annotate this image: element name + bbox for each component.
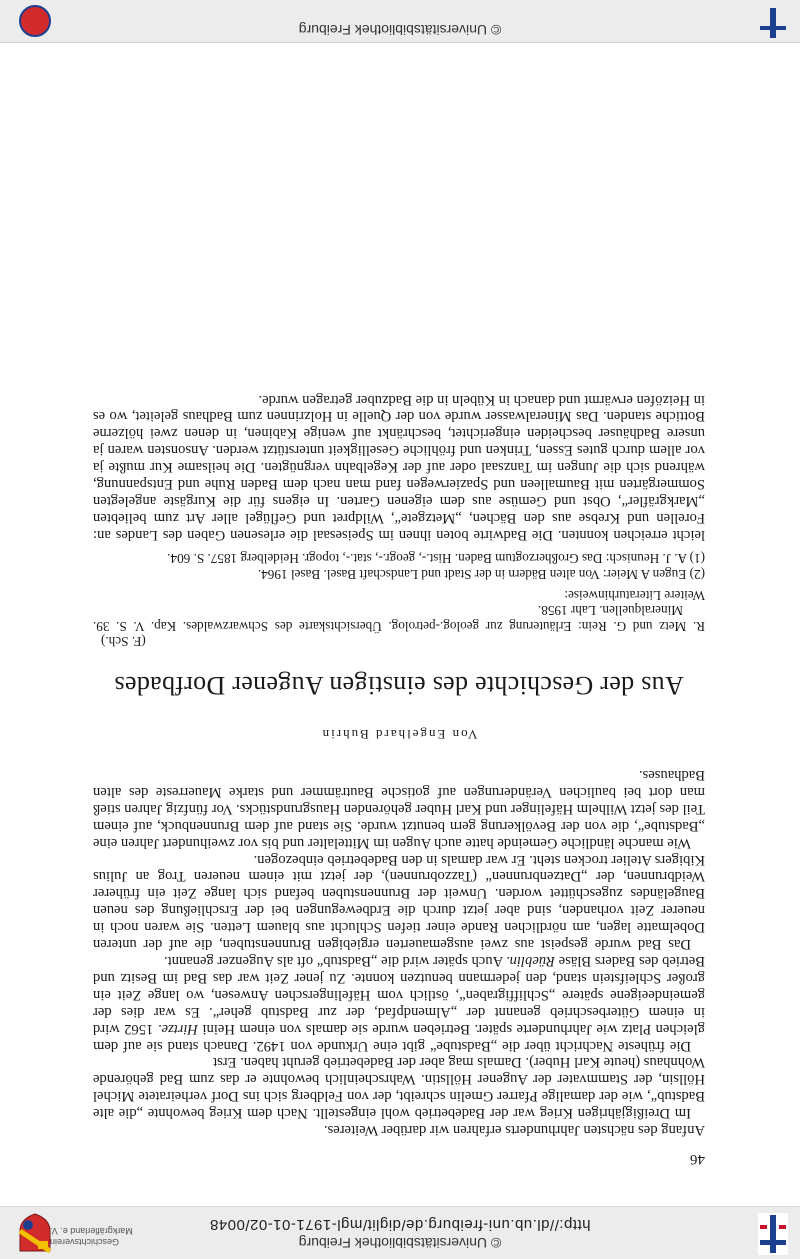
ub-logo-icon [758, 1213, 788, 1255]
footnote-1: (1) A. J. Heunisch: Das Großherzogtum Baden. Hist.-, geogr.-, stat.-, topogr. Heidelberg 1857. S. 604. [167, 551, 705, 567]
paragraph-earliest-record: Die früheste Nachricht über die „Badstube“ gibt eine Urkunde von 1492. Danach stand sie auf dem gleichen Platz wie Jahrhunderte später. Betrieben wurde sie damals von einem Heini Hirtze. 1562 wird in einem Güterbeschrieb genannt der „Almendpfad, der zur Badstub geher“. Es war dies der gemeindeeigene spätere „Schliffigraben“, östlich vom Häfelingerschen Anwesen, wo lange Zeit ein großer Schleifstein stand, den jedermann benutzen konnte. Zu jener Zeit war das Bad im Besitz und Betrieb des Baders Bläse Rüeblin. Auch später wird die „Badstub“ oft als Augenzer genannt. [92, 953, 705, 1054]
society-crest-icon [18, 1213, 52, 1253]
viewer-footer [0, 0, 800, 43]
viewer-header [0, 1206, 800, 1259]
society-crest-icon [18, 4, 52, 38]
article-title: Aus der Geschichte des einstigen Augener Dorfbades [114, 671, 684, 701]
source-url[interactable]: http://dl.ub.uni-freiburg.de/diglit/mgl-1971-01-02/0048 [209, 1216, 591, 1233]
paragraph-springs: Das Bad wurde gespeist aus zwei ausgemauerten ergiebigen Brunnenstuben, die auf der unteren Dobelmatte lagen, am nördlichen Rande einer tiefen Schlucht aus blauem Letten. Sie waren noch in neuerer Zeit vorhanden, sind aber jetzt durch die Erdbewegungen bei der Erschließung des neuen Baugeländes zugeschüttet worden. Unweit der Brunnenstuben befand sich lange Zeit ein früherer Weidbrunnen, der „Datzenbrunnen“ (Tazzobrunnen), der jetzt mit einem neueren Trog an Julius Kibigers Atelier trocken steht. Er war damals in den Badebetrieb einbezogen. [93, 851, 705, 953]
paragraph-continuation: Anfang des nächsten Jahrhunderts erfahren wir darüber Weiteres. [323, 1122, 705, 1139]
paragraph-intro: Wie manche ländliche Gemeinde hatte auch Augen im Mittelalter und bis vor zweihundert Jahren eine „Badstube“, die von der Bevölkerung gern benutzt wurde. Sie stand auf dem Brunnenbuck, auf einem Teil des jetzt Wilhelm Häfelinger und Karl Huber gehörenden Hausgrundstücks. Vor fünfzig Jahren stieß man dort bei baulichen Veränderungen auf gotische Bauträmmer und starke Mauerreste des alten Badhauses. [93, 767, 705, 851]
article-byline: Von Engelhard Buhrin [320, 727, 478, 743]
page-number: 46 [690, 1151, 705, 1167]
footer-copyright: © Universitätsbibliothek Freiburg [298, 22, 502, 38]
society-name: Geschichtsverein Markgräflerland e. V. [50, 1226, 133, 1247]
references [93, 551, 705, 649]
author-signature: (F. Sch.) [101, 634, 146, 650]
reference-heading: Weitere Literaturhinweise: [564, 588, 705, 604]
document-page [93, 391, 705, 1167]
footnote-2: (2) Eugen A Meier: Von alten Bädern in der Stadt und Landschaft Basel. Basel 1964. [257, 566, 705, 582]
reference-metz-rein: R. Metz und G. Rein: Erläuterung zur geolog.-petrolog. Übersichtskarte des Schwarzwaldes. Kap. V. S. 39. Mineralquellen. Lahr 1958. [93, 603, 705, 634]
paragraph-war: Im Dreißigjährigen Krieg war der Badebetrieb wohl eingestellt. Nach dem Krieg bewohnte „die alte Badstub“, wie der damalige Pfarrer Gmelin schreibt, der von Feldberg sich ins Dorf verheiratete Michel Höllsin, der Stammvater der Augener Höllstin. Wahrscheinlich bewohnte er das zum Bad gehörende Wohnhaus (heute Karl Huber). Damals mag aber der Badebetrieb geruht haben. Erst [93, 1054, 705, 1122]
copyright-line: © Universitätsbibliothek Freiburg [298, 1235, 502, 1251]
previous-article-tail: leicht erreichen konnten. Die Badwirte boten ihnen im Speisesaal die erlesenen Gaben des Landes an: Forellen und Krebse aus den Bächen, „Metzgete“, Wildpret und Geflügel aller Art zum beliebten „Markgräfler“, Obst und Gemüse aus dem eigenen Garten. In eigens für die Kurgäste angelegten Sommergärten mit Baumalleen und Spazierwegen fand man nach dem Baden Ruhe und Entspannung, während sich die Jungen im Tanzsaal oder auf der Kegelbahn vergnügten. Die heilsame Kur mußte ja vor allem durch gutes Essen, Trinken und fröhliche Geselligkeit unterstützt werden. Ansonsten waren ja unsere Badhäuser bescheiden eingerichtet, beschränkt auf wenige Kabinen, in denen zwei hölzerne Bottiche standen. Das Mineralwasser wurde von der Quelle in Holzrinnen zum Badhaus geleitet, wo es in Heizöfen erwärmt und danach in Kübeln in die Badzuber getragen wurde. [93, 391, 705, 543]
